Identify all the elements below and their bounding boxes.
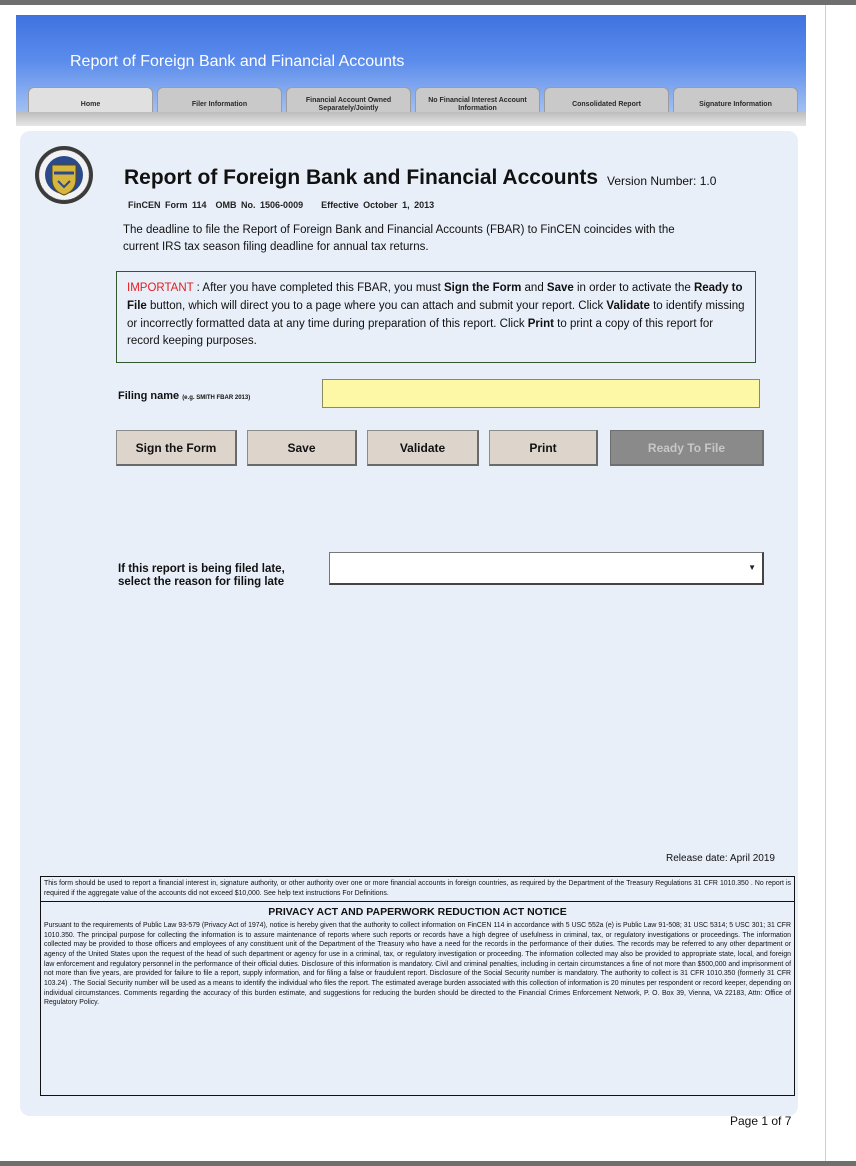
tab-no-financial-interest[interactable]: No Financial Interest Account Information xyxy=(415,87,540,122)
important-bold-3: Ready to File xyxy=(127,282,743,312)
important-text-4: button, which will direct you to a page where you can attach and submit your report. Click xyxy=(146,299,607,312)
version-label: Version Number: xyxy=(607,174,697,188)
window-bottom-edge xyxy=(0,1161,856,1166)
header-banner xyxy=(16,15,806,117)
print-button[interactable]: Print xyxy=(489,430,598,466)
tab-home[interactable]: Home xyxy=(28,87,153,122)
form-meta xyxy=(128,200,434,210)
important-text-5: to identify missing or incorrectly formatted data at any time during preparation of this report. Click xyxy=(127,299,745,330)
important-bold-2: Save xyxy=(546,282,574,294)
important-notice xyxy=(116,271,756,363)
effective-date: Effective October 1, 2013 xyxy=(321,200,435,210)
version-number xyxy=(607,174,716,188)
tab-strip xyxy=(16,112,806,126)
tab-financial-account-owned[interactable]: Financial Account Owned Separately/Jointly xyxy=(286,87,411,122)
late-filing-label: If this report is being filed late, select the reason for filing late xyxy=(118,563,285,588)
page-title: Report of Foreign Bank and Financial Accounts xyxy=(124,166,599,189)
notice-body xyxy=(41,902,794,1008)
important-text-1: : After you have completed this FBAR, you must xyxy=(193,282,445,294)
ready-to-file-button[interactable]: Ready To File xyxy=(610,430,764,466)
privacy-notice xyxy=(40,876,795,1096)
chevron-down-icon: ▼ xyxy=(748,563,756,572)
important-text-2: and xyxy=(521,282,547,294)
version-value: 1.0 xyxy=(699,174,717,188)
sign-form-button[interactable]: Sign the Form xyxy=(116,430,237,466)
filing-name-hint: (e.g. SMITH FBAR 2013) xyxy=(182,395,251,401)
deadline-text: The deadline to file the Report of Foreign Bank and Financial Accounts (FBAR) to FinCEN coincides with the current IRS tax season filing deadline for annual tax returns. xyxy=(123,224,675,253)
important-bold-1: Sign the Form xyxy=(444,282,522,294)
validate-button[interactable]: Validate xyxy=(367,430,479,466)
release-date: Release date: April 2019 xyxy=(666,853,775,864)
tab-signature-information[interactable]: Signature Information xyxy=(673,87,798,122)
tab-filer-information[interactable]: Filer Information xyxy=(157,87,282,122)
page-number: Page 1 of 7 xyxy=(730,1114,792,1128)
privacy-heading: PRIVACY ACT AND PAPERWORK REDUCTION ACT NOTICE xyxy=(268,906,567,919)
important-text-6: to print a copy of this report for record keeping purposes. xyxy=(127,317,714,348)
omb-number: OMB No. 1506-0009 xyxy=(215,200,304,210)
important-bold-4: Validate xyxy=(606,299,650,312)
treasury-seal-icon xyxy=(34,145,94,205)
notice-intro: This form should be used to report a financial interest in, signature authority, or other authority over one or more financial accounts in foreign countries, as required by the Department of the Treasury Regulations 31 CFR 1010.350 . No report is required if the aggregate value of the accounts did not exceed $10,000. See help text instructions For Definitions. xyxy=(41,877,794,902)
filing-name-label xyxy=(118,390,250,402)
form-page xyxy=(14,5,826,1162)
privacy-text: Pursuant to the requirements of Public Law 93-579 (Privacy Act of 1974), notice is hereby given that the authority to collect information on FinCEN 114 in accordance with 5 USC 552a (e) is Public Law 91-508; 31 USC 5314; 5 USC 301; 31 CFR 1010.350. The principal purpose for collecting the information is to assure maintenance of reports where such reports or records have a high degree of usefulness in criminal, tax, or regulatory investigations or proceedings. The information collected may be provided to those officers and employees of any constituent unit of the Department of the Treasury who have a need for the records in the performance of their duties. The records may be referred to any other department or agency of the United States upon the request of the head of such department or agency for use in a criminal, tax, or regulatory investigation or proceeding. The information collected may also be provided to appropriate state, local, and foreign law enforcement and regulatory personnel in the performance of their official duties. Disclosure of this information is mandatory. Civil and criminal penalties, including in certain circumstances a fine of not more than $500,000 and imprisonment of not more than five years, are provided for failure to file a report, supply information, and for filing a false or fraudulent report. Disclosure of the Social Security number is mandatory. The authority to collect is 31 CFR 1010.350 (formerly 31 CFR 103.24) . The Social Security number will be used as a means to identify the individual who files the report. The estimated average burden associated with this collection of information is 20 minutes per respondent or record keeper, depending on individual circumstances. Comments regarding the accuracy of this burden estimate, and suggestions for reducing the burden should be directed to the Financial Crimes Enforcement Network, P. O. Box 39, Vienna, VA 22183, Attn: Office of Regulatory Policy. xyxy=(44,922,791,1007)
filing-name-input[interactable] xyxy=(322,379,760,408)
important-text-3: in order to activate the xyxy=(573,282,694,294)
form-name: FinCEN Form 114 xyxy=(128,200,207,210)
tab-consolidated-report[interactable]: Consolidated Report xyxy=(544,87,669,122)
late-reason-select[interactable] xyxy=(329,552,764,585)
important-label: IMPORTANT xyxy=(127,282,194,294)
filing-name-label-text: Filing name xyxy=(118,390,180,402)
save-button[interactable]: Save xyxy=(247,430,357,466)
important-bold-5: Print xyxy=(527,317,554,330)
banner-title: Report of Foreign Bank and Financial Accounts xyxy=(70,53,405,70)
